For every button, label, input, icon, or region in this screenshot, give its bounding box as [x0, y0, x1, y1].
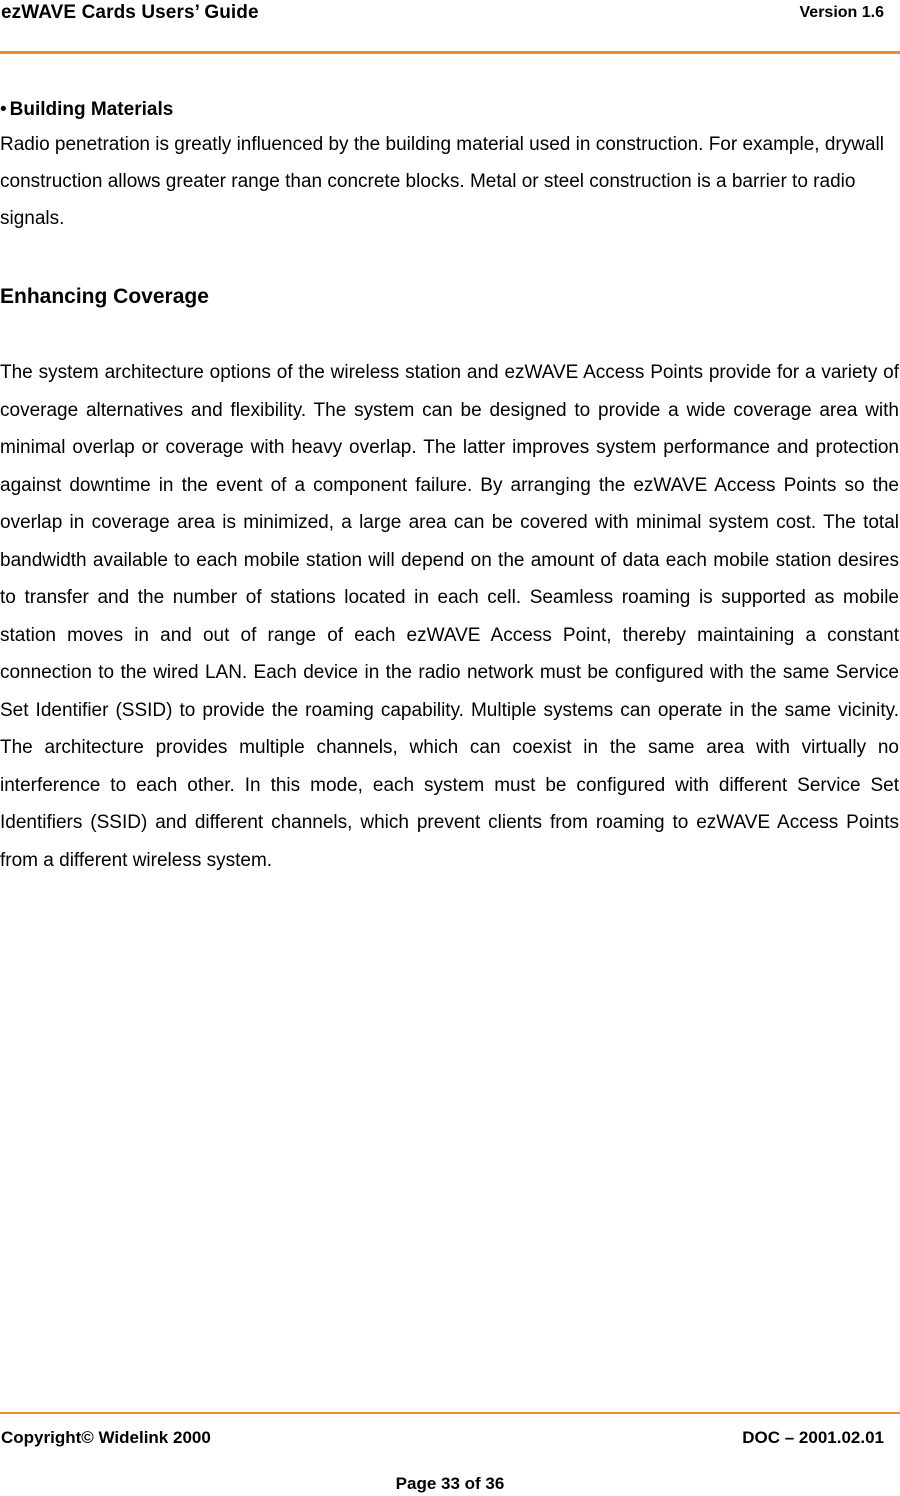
enhancing-coverage-heading: Enhancing Coverage	[0, 285, 209, 308]
bullet-icon: •	[0, 99, 7, 120]
footer-divider	[0, 1412, 900, 1414]
building-materials-heading	[0, 96, 900, 124]
footer-copyright: Copyright© Widelink 2000	[1, 1428, 211, 1447]
page-header	[0, 0, 900, 56]
header-divider	[0, 51, 900, 54]
footer-doc-number: DOC – 2001.02.01	[742, 1428, 884, 1447]
document-title: ezWAVE Cards Users’ Guide	[1, 2, 259, 23]
page-number: Page 33 of 36	[395, 1474, 505, 1493]
building-materials-heading-text: Building Materials	[9, 99, 174, 120]
document-version: Version 1.6	[799, 4, 884, 21]
page-body	[0, 96, 900, 237]
building-materials-paragraph: Radio penetration is greatly influenced by the building material used in construction. For example, drywall construction allows greater range than concrete blocks. Metal or steel construction is a barrier to radio signals.	[0, 134, 884, 229]
enhancing-coverage-paragraph: The system architecture options of the wireless station and ezWAVE Access Points provide for a variety of coverage alternatives and flexibility. The system can be designed to provide a wide coverage area with minimal overlap or coverage with heavy overlap. The latter improves system performance and protection against downtime in the event of a component failure. By arranging the ezWAVE Access Points so the overlap in coverage area is minimized, a large area can be covered with minimal system cost. The total bandwidth available to each mobile station will depend on the amount of data each mobile station desires to transfer and the number of stations located in each cell. Seamless roaming is supported as mobile station moves in and out of range of each ezWAVE Access Point, thereby maintaining a constant connection to the wired LAN. Each device in the radio network must be configured with the same Service Set Identifier (SSID) to provide the roaming capability. Multiple systems can operate in the same vicinity. The architecture provides multiple channels, which can coexist in the same area with virtually no interference to each other. In this mode, each system must be configured with different Service Set Identifiers (SSID) and different channels, which prevent clients from roaming to ezWAVE Access Points from a different wireless system.	[0, 362, 899, 871]
